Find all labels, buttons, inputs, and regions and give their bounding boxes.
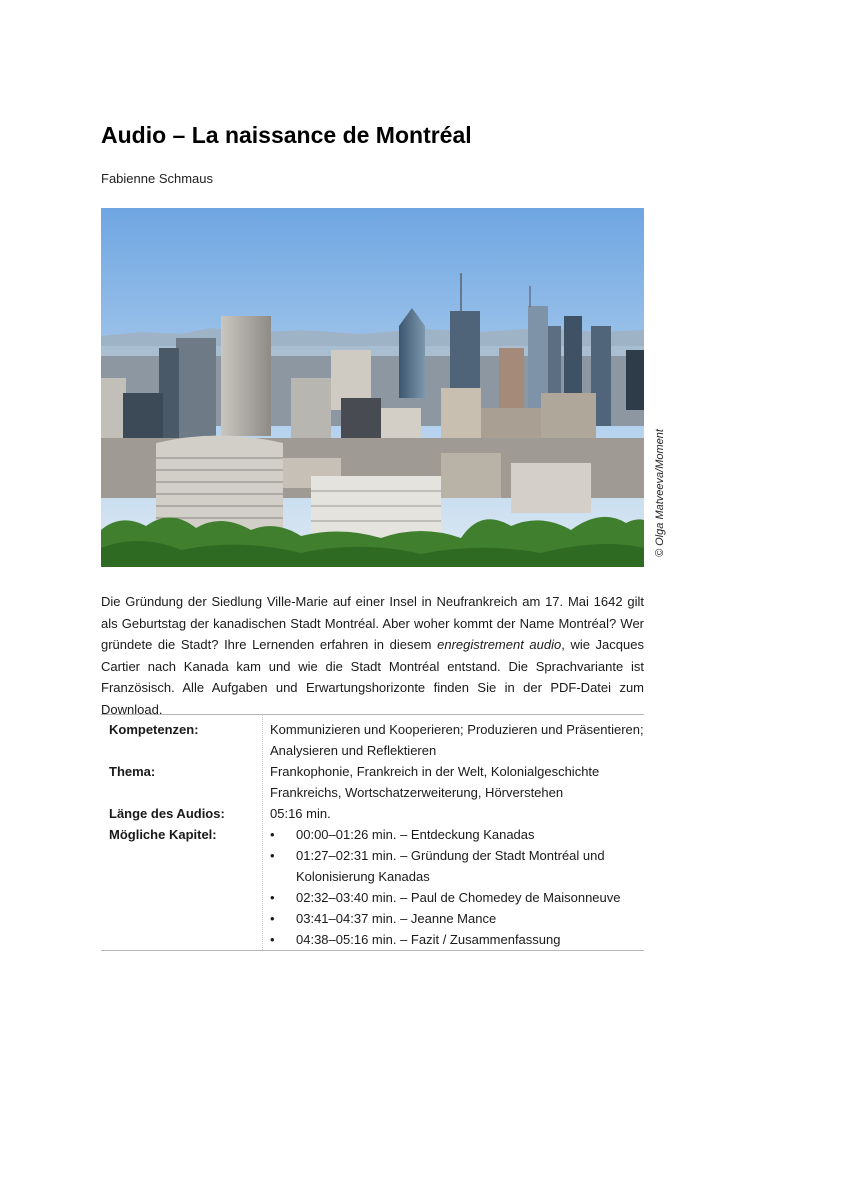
kapitel-value: [262, 824, 644, 950]
thema-label: Thema:: [109, 764, 156, 779]
column-divider: [262, 715, 263, 950]
skyline-illustration: [101, 208, 644, 567]
document-title: Audio – La naissance de Montréal: [101, 122, 472, 148]
thema-value: Frankophonie, Frankreich in der Welt, Kolonialgeschichte Frankreichs, Wortschatzerweiterung, Hörverstehen: [270, 764, 600, 800]
intro-emphasis: enregistrement audio: [437, 637, 562, 652]
intro-text-2: , wie Jacques Cartier nach Kanada kam und wie die Stadt Montréal entstand. Die Sprachvariante ist Französisch. Alle Aufgaben und Erwartungshorizonte finden Sie in der PDF-Datei zum Download.: [101, 637, 644, 717]
kompetenzen-value: Kommunizieren und Kooperieren; Produzieren und Präsentieren; Analysieren und Reflektieren: [270, 722, 644, 758]
laenge-value: 05:16 min.: [270, 806, 331, 821]
intro-text-1: Die Gründung der Siedlung Ville-Marie auf einer Insel in Neufrankreich am 17. Mai 1642 gilt als Geburtstag der kanadischen Stadt Montréal. Aber woher kommt der Name Montréal? Wer gründete die Stadt? Ihre Lernenden erfahren in diesem: [101, 594, 644, 652]
chapter-item: • 03:41–04:37 min. – Jeanne Mance: [270, 908, 644, 929]
row-laenge: [101, 803, 644, 824]
chapter-item: • 02:32–03:40 min. – Paul de Chomedey de Maisonneuve: [270, 887, 644, 908]
chapter-item: • 00:00–01:26 min. – Entdeckung Kanadas: [270, 824, 644, 845]
montreal-skyline-photo: [101, 208, 644, 567]
intro-paragraph: [101, 591, 644, 720]
chapter-item: • 01:27–02:31 min. – Gründung der Stadt Montréal und Kolonisierung Kanadas: [270, 845, 644, 887]
photo-credit: © Olga Matveeva/Moment: [654, 429, 666, 557]
row-thema: [101, 761, 644, 803]
author-name: Fabienne Schmaus: [101, 171, 214, 186]
chapter-list: [270, 824, 644, 950]
kapitel-label: Mögliche Kapitel:: [109, 827, 217, 842]
row-kapitel: [101, 824, 644, 950]
laenge-label: Länge des Audios:: [109, 806, 225, 821]
info-table: [101, 714, 644, 951]
chapter-item: • 04:38–05:16 min. – Fazit / Zusammenfassung: [270, 929, 644, 950]
row-kompetenzen: [101, 719, 644, 761]
kompetenzen-label: Kompetenzen:: [109, 722, 199, 737]
